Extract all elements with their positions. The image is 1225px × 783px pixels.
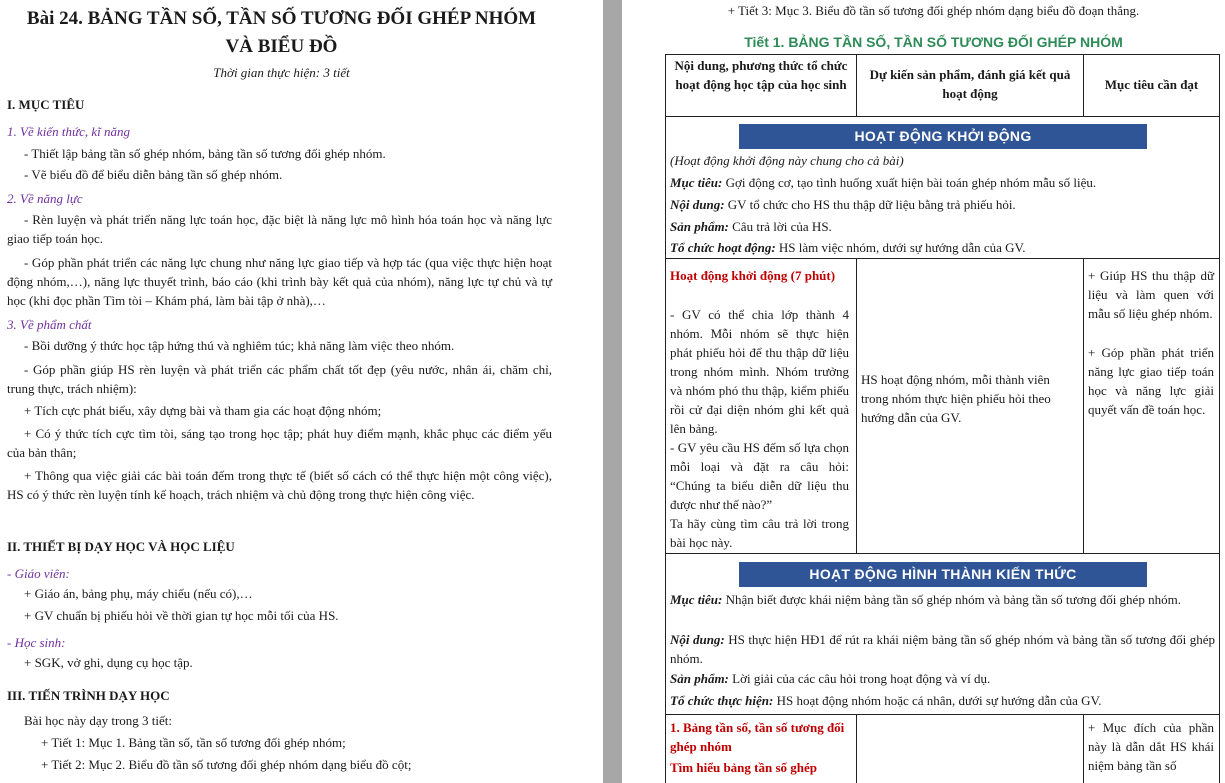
warmup-activity-text: Ta hãy cùng tìm câu trả lời trong bài học này. [670, 516, 849, 550]
value: HS hoạt động nhóm hoặc cá nhân, dưới sự hướng dẫn của GV. [773, 693, 1102, 708]
equipment-item: + Giáo án, bảng phụ, máy chiếu (nếu có),… [24, 586, 253, 601]
value: Gợi động cơ, tạo tình huống xuất hiện bài toán ghép nhóm mẫu số liệu. [722, 175, 1097, 190]
section-heading-objectives: I. MỤC TIÊU [7, 97, 85, 112]
subheading-competence: 2. Về năng lực [7, 191, 83, 206]
objective-text: + Có ý thức tích cực tìm tòi, sáng tạo trong học tập; phát huy điểm mạnh, khắc phục các điểm yếu của bản thân; [7, 426, 552, 460]
warmup-activity-text: - GV có thể chia lớp thành 4 nhóm. Mỗi nhóm sẽ thực hiện phát phiếu hỏi để thu thập dữ liệu trong nhóm mình. Nhóm trưởng và nhóm phó thu thập, kiểm phiếu rồi cử đại diện nhóm ghi kết quả lên bảng. [670, 307, 849, 436]
section-heading-equipment: II. THIẾT BỊ DẠY HỌC VÀ HỌC LIỆU [7, 539, 235, 554]
value: HS làm việc nhóm, dưới sự hướng dẫn của GV. [775, 240, 1026, 255]
label: Tổ chức hoạt động: [670, 240, 776, 255]
warmup-product-text: HS hoạt động nhóm, mỗi thành viên trong nhóm thực hiện phiếu hỏi theo hướng dẫn của GV. [861, 372, 1051, 425]
process-intro: Bài học này dạy trong 3 tiết: [24, 713, 173, 728]
process-lesson-item: + Tiết 2: Mục 2. Biểu đồ tần số tương đối ghép nhóm dạng biểu đồ cột; [41, 757, 412, 772]
banner-knowledge: HOẠT ĐỘNG HÌNH THÀNH KIẾN THỨC [739, 562, 1147, 587]
table-border [1083, 258, 1084, 553]
table-header-product: Dự kiến sản phẩm, đánh giá kết quả hoạt động [869, 67, 1071, 101]
table-border [665, 714, 1220, 715]
table-header-content: Nội dung, phương thức tổ chức hoạt động học tập của học sinh [674, 58, 848, 92]
warmup-organization [670, 240, 1026, 256]
subheading-knowledge: 1. Về kiến thức, kĩ năng [7, 124, 130, 139]
table-border [665, 553, 1220, 554]
subheading-students: - Học sinh: [7, 635, 66, 650]
label: Mục tiêu: [670, 592, 723, 607]
section-heading-process: III. TIẾN TRÌNH DẠY HỌC [7, 688, 170, 703]
warmup-activity-text: - GV yêu cầu HS đếm số lựa chọn mỗi loại và đặt ra câu hỏi: “Chúng ta biểu diễn dữ liệu thu được như thế nào?” [670, 440, 849, 512]
label: Sản phẩm: [670, 219, 729, 234]
table-border [1219, 54, 1220, 783]
lesson-3-line: + Tiết 3: Mục 3. Biểu đồ tần số tương đối ghép nhóm dạng biểu đồ đoạn thẳng. [727, 3, 1140, 18]
warmup-note: (Hoạt động khởi động này chung cho cả bài) [670, 153, 904, 168]
objective-text: - Vẽ biểu đồ để biểu diễn bảng tần số ghép nhóm. [24, 167, 283, 182]
lesson-title-line2: VÀ BIỂU ĐỒ [225, 36, 338, 57]
lesson-duration: Thời gian thực hiện: 3 tiết [213, 65, 350, 80]
value: Lời giải của các câu hỏi trong hoạt động và ví dụ. [728, 671, 991, 686]
objective-text: - Thiết lập bảng tần số ghép nhóm, bảng tần số tương đối ghép nhóm. [24, 146, 386, 161]
process-lesson-item: + Tiết 1: Mục 1. Bảng tần số, tần số tương đối ghép nhóm; [41, 735, 346, 750]
objective-text: - Góp phần phát triển các năng lực chung như năng lực giao tiếp và hợp tác (qua việc thực hiện hoạt động nhóm,…), năng lực thuyết trình, báo cáo (khi trình bày kết quả của nhóm), năng lực tự chủ và tự học (khi đọc phần Tìm tòi – Khám phá, làm bài tập ở nhà),… [7, 255, 552, 308]
equipment-item: + SGK, vở ghi, dụng cụ học tập. [24, 655, 193, 670]
table-header-goal: Mục tiêu cần đạt [1104, 77, 1199, 92]
objective-text: - Rèn luyện và phát triển năng lực toán học, đặc biệt là năng lực mô hình hóa toán học và năng lực giao tiếp toán học. [7, 212, 552, 246]
knowledge-objective [670, 590, 1215, 609]
subheading-qualities: 3. Về phẩm chất [7, 317, 92, 332]
table-border [856, 54, 857, 116]
value: Nhận biết được khái niệm bảng tần số ghép nhóm và bảng tần số tương đối ghép nhóm. [722, 592, 1181, 607]
label: Nội dung: [670, 197, 725, 212]
table-border [665, 54, 666, 783]
warmup-goal-text: + Góp phần phát triển năng lực giao tiếp toán học và năng lực giải quyết vấn đề toán học. [1088, 345, 1214, 417]
subheading-teacher: - Giáo viên: [7, 566, 70, 581]
label: Tổ chức thực hiện: [670, 693, 774, 708]
objective-text: + Thông qua việc giải các bài toán đếm trong thực tế (biết số cách có thể thực hiện một công việc), HS có ý thức rèn luyện tính kế hoạch, trách nhiệm và chủ động trong thực hiện công việc. [7, 468, 552, 502]
warmup-activity-title: Hoạt động khởi động (7 phút) [670, 268, 836, 283]
warmup-product [670, 219, 832, 235]
objective-text: + Tích cực phát biểu, xây dựng bài và tham gia các hoạt động nhóm; [24, 403, 382, 418]
table-border [665, 54, 1220, 55]
left-page [0, 0, 603, 783]
table-border [665, 116, 1220, 117]
table-border [1083, 714, 1084, 783]
warmup-objective [670, 175, 1096, 191]
equipment-item: + GV chuẩn bị phiếu hỏi về thời gian tự học mỗi tối của HS. [24, 608, 339, 623]
warmup-goal-text: + Giúp HS thu thập dữ liệu và làm quen với mẫu số liệu ghép nhóm. [1088, 268, 1214, 321]
knowledge-product [670, 671, 990, 687]
label: Sản phẩm: [670, 671, 729, 686]
section-1-goal-text: + Mục đích của phần này là dẫn dắt HS khái niệm bảng tần số [1088, 720, 1214, 773]
right-page [622, 0, 1225, 783]
knowledge-organization [670, 693, 1102, 709]
table-border [665, 258, 1220, 259]
value: Câu trả lời của HS. [728, 219, 832, 234]
objective-text: - Góp phần giúp HS rèn luyện và phát triển các phẩm chất tốt đẹp (yêu nước, nhân ái, chăm chỉ, trung thực, trách nhiệm): [7, 362, 552, 396]
label: Mục tiêu: [670, 175, 723, 190]
label: Nội dung: [670, 632, 725, 647]
value: GV tổ chức cho HS thu thập dữ liệu bằng trả phiếu hỏi. [724, 197, 1016, 212]
section-1-title: 1. Bảng tần số, tần số tương đối ghép nhóm [670, 720, 845, 754]
section-1-subtitle: Tìm hiểu bảng tần số ghép [670, 760, 818, 775]
value: HS thực hiện HĐ1 để rút ra khái niệm bảng tần số ghép nhóm và bảng tần số tương đối ghép nhóm. [670, 632, 1215, 666]
table-border [856, 714, 857, 783]
objective-text: - Bồi dưỡng ý thức học tập hứng thú và nghiêm túc; khả năng làm việc theo nhóm. [24, 338, 455, 353]
warmup-content [670, 197, 1016, 213]
banner-warmup: HOẠT ĐỘNG KHỞI ĐỘNG [739, 124, 1147, 149]
period-title: Tiết 1. BẢNG TẦN SỐ, TẦN SỐ TƯƠNG ĐỐI GHÉP NHÓM [744, 34, 1123, 50]
lesson-title-line1: Bài 24. BẢNG TẦN SỐ, TẦN SỐ TƯƠNG ĐỐI GHÉP NHÓM [26, 8, 537, 29]
table-border [856, 258, 857, 553]
knowledge-content [670, 630, 1215, 668]
